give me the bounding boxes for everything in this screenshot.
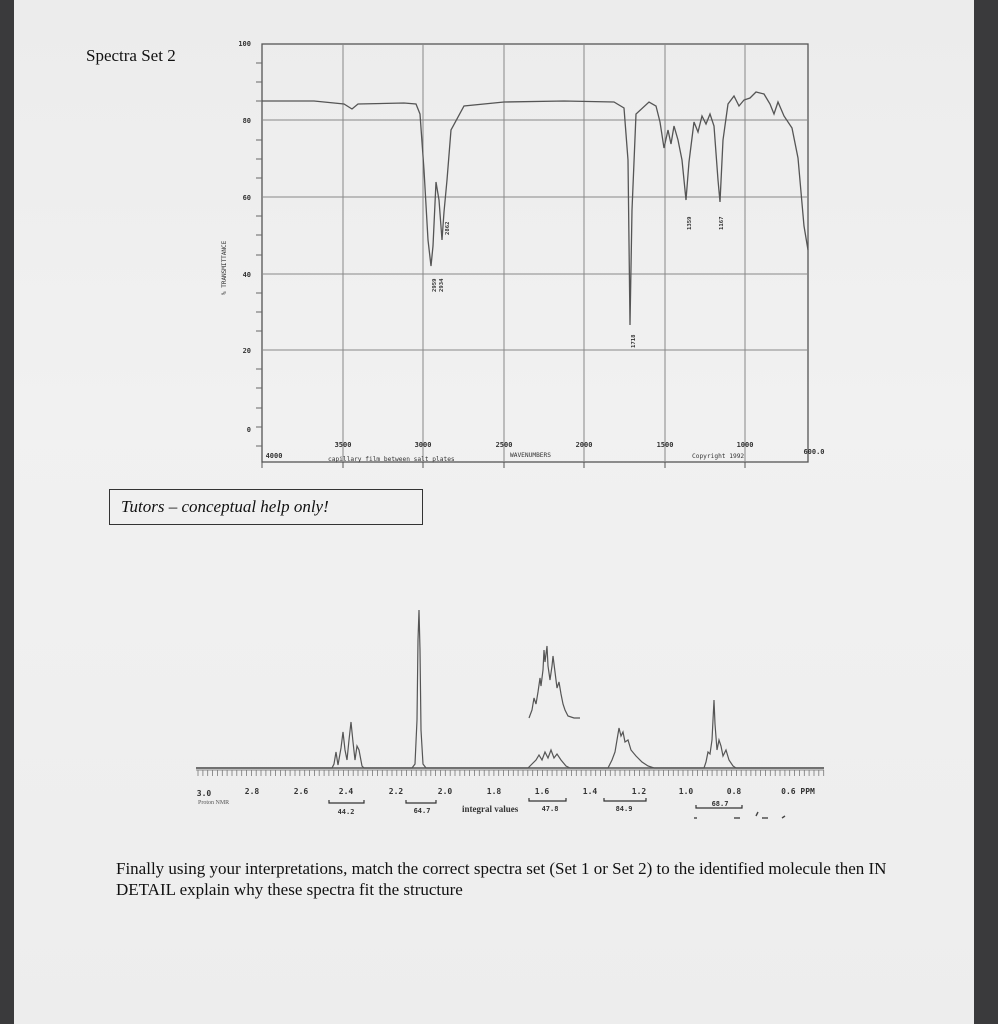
nmr-ppm-2.6: 2.6 — [293, 787, 309, 796]
nmr-integral-brackets — [329, 798, 742, 808]
ir-spectrum-trace — [262, 92, 808, 325]
nmr-ppm-3.0: 3.0 — [196, 789, 212, 798]
ir-horizontal-grid — [262, 120, 808, 350]
nmr-ppm-1.2: 1.2 — [631, 787, 647, 796]
ir-y-tick-60: 60 — [242, 194, 251, 202]
ir-y-tick-0: 0 — [246, 426, 251, 434]
nmr-ppm-1.8: 1.8 — [486, 787, 502, 796]
ir-y-tick-80: 80 — [242, 117, 251, 125]
nmr-ppm-0.6: 0.6 PPM — [781, 787, 815, 796]
nmr-minor-ticks — [198, 770, 824, 776]
ir-x-end-label: 600.0 — [803, 448, 825, 456]
nmr-integral-47.8: 47.8 — [541, 805, 559, 813]
nmr-multiplet-inset — [529, 646, 580, 718]
nmr-integral-44.2: 44.2 — [337, 808, 355, 816]
ir-x-tick-2000: 2000 — [575, 441, 593, 449]
instructions-text: Finally using your interpretations, match the correct spectra set (Set 1 or Set 2) to the identified molecule then IN DETAIL explain why these spectra fit the structure — [116, 859, 887, 899]
ir-peak-label-1718: 1718 — [631, 334, 637, 348]
ir-y-axis-label: % TRANSMITTANCE — [221, 240, 228, 295]
ir-x-tick-4000: 4000 — [265, 452, 283, 460]
ir-spectrum — [204, 30, 829, 470]
nmr-proton-label: Proton NMR — [198, 800, 230, 806]
ir-y-tick-100: 100 — [238, 40, 251, 48]
nmr-ppm-2.4: 2.4 — [338, 787, 354, 796]
nmr-ppm-2.8: 2.8 — [244, 787, 260, 796]
tutor-note-box: Tutors – conceptual help only! — [109, 489, 423, 525]
ir-x-tick-3500: 3500 — [334, 441, 352, 449]
ir-footer-wavenumbers: WAVENUMBERS — [510, 452, 551, 459]
nmr-stray-marks — [694, 812, 785, 818]
nmr-integral-84.9: 84.9 — [615, 805, 633, 813]
nmr-spectrum-trace — [196, 610, 824, 768]
nmr-ppm-2.0: 2.0 — [437, 787, 453, 796]
nmr-integral-caption: integral values — [462, 804, 519, 814]
nmr-ppm-2.2: 2.2 — [388, 787, 404, 796]
ir-x-tick-1500: 1500 — [656, 441, 674, 449]
nmr-ppm-0.8: 0.8 — [726, 787, 742, 796]
ir-y-minor-ticks — [256, 63, 262, 446]
ir-peak-label-2934: 2934 — [439, 278, 445, 292]
ir-x-tick-1000: 1000 — [736, 441, 754, 449]
ir-y-tick-40: 40 — [242, 271, 251, 279]
ir-x-tick-3000: 3000 — [414, 441, 432, 449]
nmr-spectrum — [184, 600, 834, 830]
ir-footer-sample: capillary film between salt plates — [328, 456, 455, 463]
ir-plot-frame — [262, 44, 808, 462]
ir-peak-label-2862: 2862 — [445, 221, 451, 235]
nmr-ppm-1.6: 1.6 — [534, 787, 550, 796]
ir-vertical-grid — [343, 44, 745, 462]
ir-x-tick-2500: 2500 — [495, 441, 513, 449]
spectra-set-title: Spectra Set 2 — [86, 46, 176, 65]
nmr-integral-64.7: 64.7 — [413, 807, 431, 815]
ir-peak-label-2959: 2959 — [432, 278, 438, 292]
ir-footer-copyright: Copyright 1992 — [692, 453, 745, 460]
nmr-ppm-1.0: 1.0 — [678, 787, 694, 796]
ir-peak-label-1359: 1359 — [687, 216, 693, 230]
ir-y-tick-20: 20 — [242, 347, 251, 355]
ir-peak-label-1167: 1167 — [719, 216, 725, 230]
nmr-integral-68.7: 68.7 — [711, 800, 729, 808]
document-page — [14, 0, 974, 1024]
nmr-ppm-1.4: 1.4 — [582, 787, 598, 796]
